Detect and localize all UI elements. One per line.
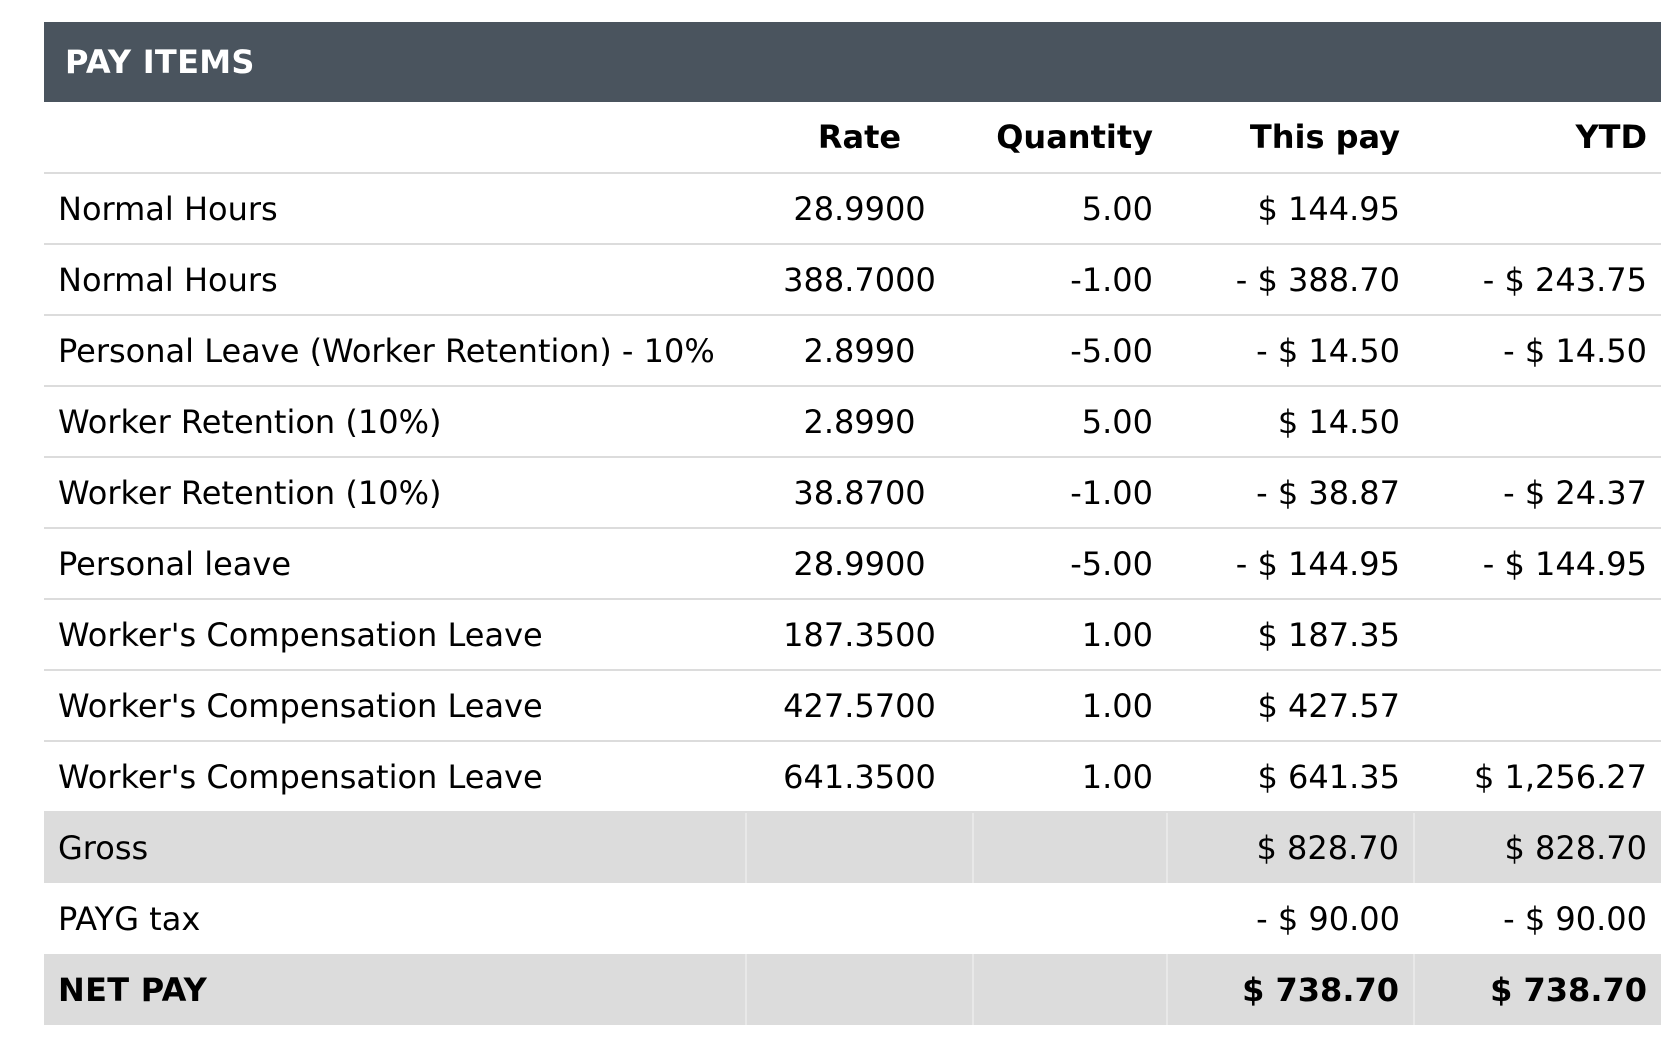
item-ytd: - $ 144.95 [1414, 528, 1661, 599]
table-row [44, 741, 1661, 812]
item-quantity: -1.00 [973, 244, 1167, 315]
item-ytd: - $ 24.37 [1414, 457, 1661, 528]
item-ytd [1414, 173, 1661, 244]
item-this-pay: $ 641.35 [1167, 741, 1414, 812]
gross-row [44, 812, 1661, 883]
net-pay-row [44, 954, 1661, 1025]
payg-tax-rate-empty [746, 883, 973, 954]
item-description: Worker's Compensation Leave [44, 599, 746, 670]
payg-tax-this-pay: - $ 90.00 [1256, 899, 1400, 938]
item-description: Worker Retention (10%) [44, 386, 746, 457]
item-ytd [1414, 386, 1661, 457]
item-this-pay: - $ 388.70 [1167, 244, 1414, 315]
item-description: Worker's Compensation Leave [44, 670, 746, 741]
item-ytd [1414, 599, 1661, 670]
item-description: Normal Hours [44, 173, 746, 244]
item-rate: 28.9900 [746, 173, 973, 244]
item-rate: 38.8700 [746, 457, 973, 528]
item-rate: 28.9900 [746, 528, 973, 599]
item-ytd: - $ 243.75 [1414, 244, 1661, 315]
table-row [44, 599, 1661, 670]
item-this-pay: $ 144.95 [1167, 173, 1414, 244]
item-quantity: 5.00 [973, 173, 1167, 244]
column-header-this-pay: This pay [1167, 102, 1414, 173]
column-header-rate: Rate [746, 102, 973, 173]
item-description: Worker Retention (10%) [44, 457, 746, 528]
item-ytd [1414, 670, 1661, 741]
column-header-ytd: YTD [1414, 102, 1661, 173]
item-this-pay: $ 14.50 [1167, 386, 1414, 457]
item-this-pay: - $ 14.50 [1167, 315, 1414, 386]
item-description: Normal Hours [44, 244, 746, 315]
item-rate: 187.3500 [746, 599, 973, 670]
item-rate: 388.7000 [746, 244, 973, 315]
item-this-pay: - $ 38.87 [1167, 457, 1414, 528]
table-row [44, 386, 1661, 457]
gross-label: Gross [44, 812, 746, 883]
item-quantity: -5.00 [973, 315, 1167, 386]
item-ytd: - $ 14.50 [1414, 315, 1661, 386]
item-quantity: 1.00 [973, 599, 1167, 670]
item-quantity: 5.00 [973, 386, 1167, 457]
net-pay-this-pay: $ 738.70 [1167, 954, 1414, 1025]
item-this-pay: - $ 144.95 [1167, 528, 1414, 599]
item-quantity: -1.00 [973, 457, 1167, 528]
item-this-pay: $ 187.35 [1167, 599, 1414, 670]
column-header-row [44, 102, 1661, 173]
table-row [44, 457, 1661, 528]
item-quantity: 1.00 [973, 741, 1167, 812]
item-rate: 2.8990 [746, 386, 973, 457]
item-rate: 641.3500 [746, 741, 973, 812]
item-rate: 427.5700 [746, 670, 973, 741]
item-ytd: $ 1,256.27 [1414, 741, 1661, 812]
pay-items-table [44, 102, 1661, 1025]
gross-quantity-empty [973, 812, 1167, 883]
net-pay-quantity-empty [973, 954, 1167, 1025]
item-this-pay: $ 427.57 [1167, 670, 1414, 741]
item-quantity: -5.00 [973, 528, 1167, 599]
net-pay-rate-empty [746, 954, 973, 1025]
gross-this-pay: $ 828.70 [1167, 812, 1414, 883]
item-description: Personal leave [44, 528, 746, 599]
payg-tax-label: PAYG tax [58, 899, 201, 938]
column-header-description [44, 102, 746, 173]
net-pay-label: NET PAY [44, 954, 746, 1025]
table-row [44, 670, 1661, 741]
payg-tax-ytd: - $ 90.00 [1503, 899, 1647, 938]
item-description: Worker's Compensation Leave [44, 741, 746, 812]
payg-tax-quantity-empty [973, 883, 1167, 954]
column-header-quantity: Quantity [973, 102, 1167, 173]
item-description: Personal Leave (Worker Retention) - 10% [44, 315, 746, 386]
section-title: PAY ITEMS [44, 22, 1661, 102]
table-row [44, 528, 1661, 599]
item-rate: 2.8990 [746, 315, 973, 386]
pay-items-section [44, 22, 1661, 1025]
table-row [44, 244, 1661, 315]
gross-ytd: $ 828.70 [1414, 812, 1661, 883]
table-row [44, 173, 1661, 244]
net-pay-ytd: $ 738.70 [1414, 954, 1661, 1025]
table-row [44, 315, 1661, 386]
payg-tax-row [44, 883, 1661, 954]
gross-rate-empty [746, 812, 973, 883]
item-quantity: 1.00 [973, 670, 1167, 741]
